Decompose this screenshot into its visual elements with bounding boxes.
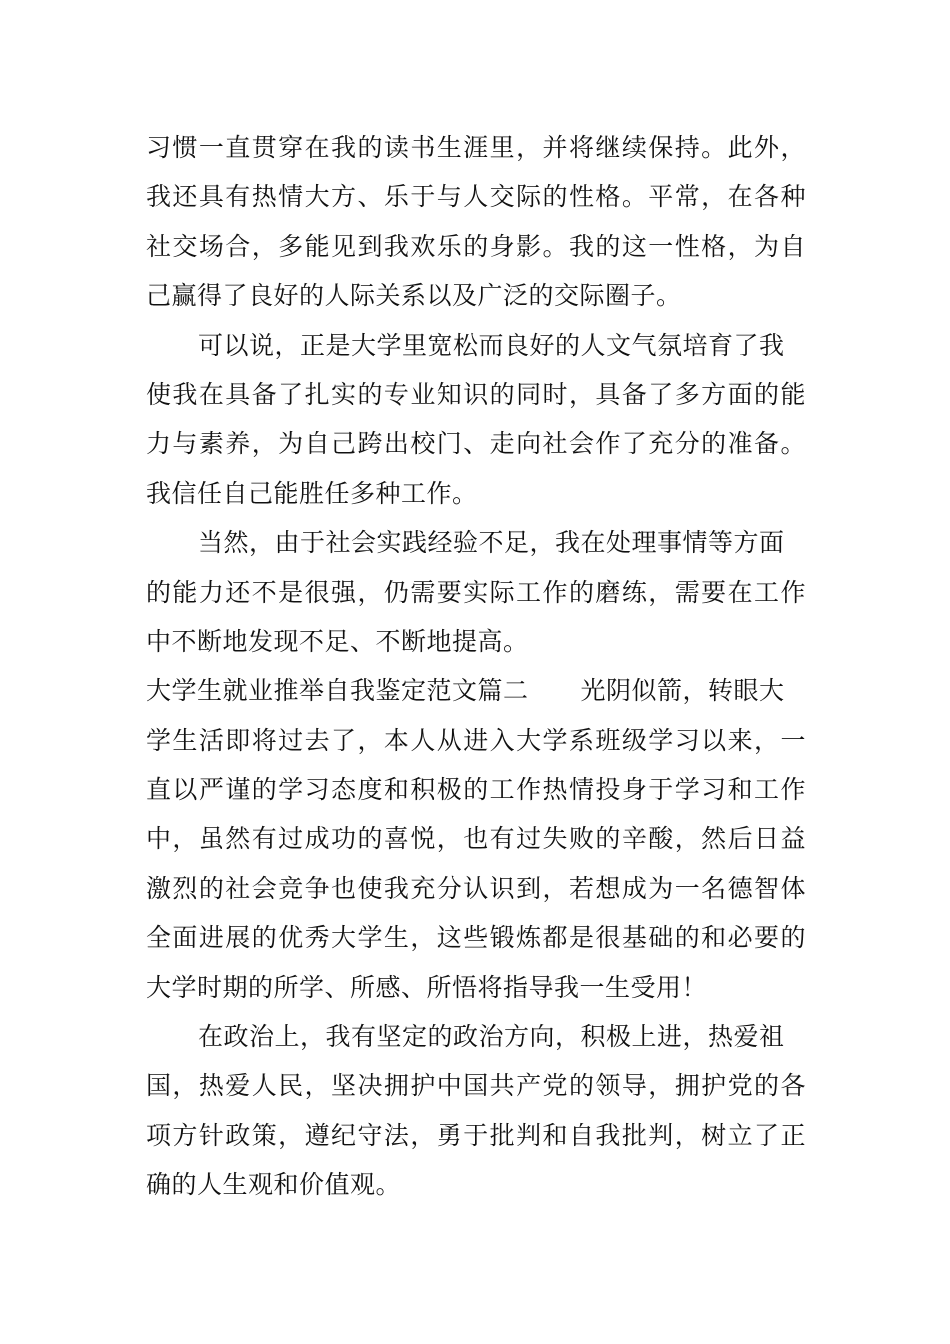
text-line: 习惯一直贯穿在我的读书生涯里，并将继续保持。此外，: [146, 133, 806, 162]
section-heading: 大学生就业推举自我鉴定范文篇二: [146, 676, 529, 706]
text-line: 己赢得了良好的人际关系以及广泛的交际圈子。: [146, 281, 682, 311]
paragraph-first-line: 在政治上，我有坚定的政治方向，积极上进，热爱祖: [198, 1022, 785, 1052]
text-line: 的能力还不是很强，仍需要实际工作的磨练，需要在工作: [146, 577, 806, 607]
text-line: 社交场合，多能见到我欢乐的身影。我的这一性格，为自: [146, 231, 806, 261]
text-line: 大学时期的所学、所感、所悟将指导我一生受用！: [146, 972, 708, 1002]
text-line: 学生活即将过去了，本人从进入大学系班级学习以来，一: [146, 725, 806, 755]
text-line: 确的人生观和价值观。: [146, 1170, 402, 1200]
paragraph-first-line: 当然，由于社会实践经验不足，我在处理事情等方面: [198, 528, 785, 558]
text-segment: 光阴似箭，转眼大: [580, 676, 785, 706]
text-line: 直以严谨的学习态度和积极的工作热情投身于学习和工作: [146, 775, 806, 805]
text-line: 中不断地发现不足、不断地提高。: [146, 626, 529, 656]
document-body: [146, 123, 806, 1210]
section-heading-line: [146, 666, 806, 715]
text-line: 我还具有热情大方、乐于与人交际的性格。平常，在各种: [146, 182, 806, 212]
text-line: 项方针政策，遵纪守法，勇于批判和自我批判，树立了正: [146, 1120, 806, 1150]
text-line: 全面进展的优秀大学生，这些锻炼都是很基础的和必要的: [146, 923, 806, 953]
paragraph-first-line: 可以说，正是大学里宽松而良好的人文气氛培育了我: [198, 330, 785, 360]
text-line: 力与素养，为自己跨出校门、走向社会作了充分的准备。: [146, 429, 806, 459]
text-line: 中，虽然有过成功的喜悦，也有过失败的辛酸，然后日益: [146, 824, 806, 854]
text-line: 国，热爱人民，坚决拥护中国共产党的领导，拥护党的各: [146, 1071, 806, 1101]
text-line: 我信任自己能胜任多种工作。: [146, 478, 478, 508]
text-line: 激烈的社会竞争也使我充分认识到，若想成为一名德智体: [146, 873, 806, 903]
text-line: 使我在具备了扎实的专业知识的同时，具备了多方面的能: [146, 379, 806, 409]
